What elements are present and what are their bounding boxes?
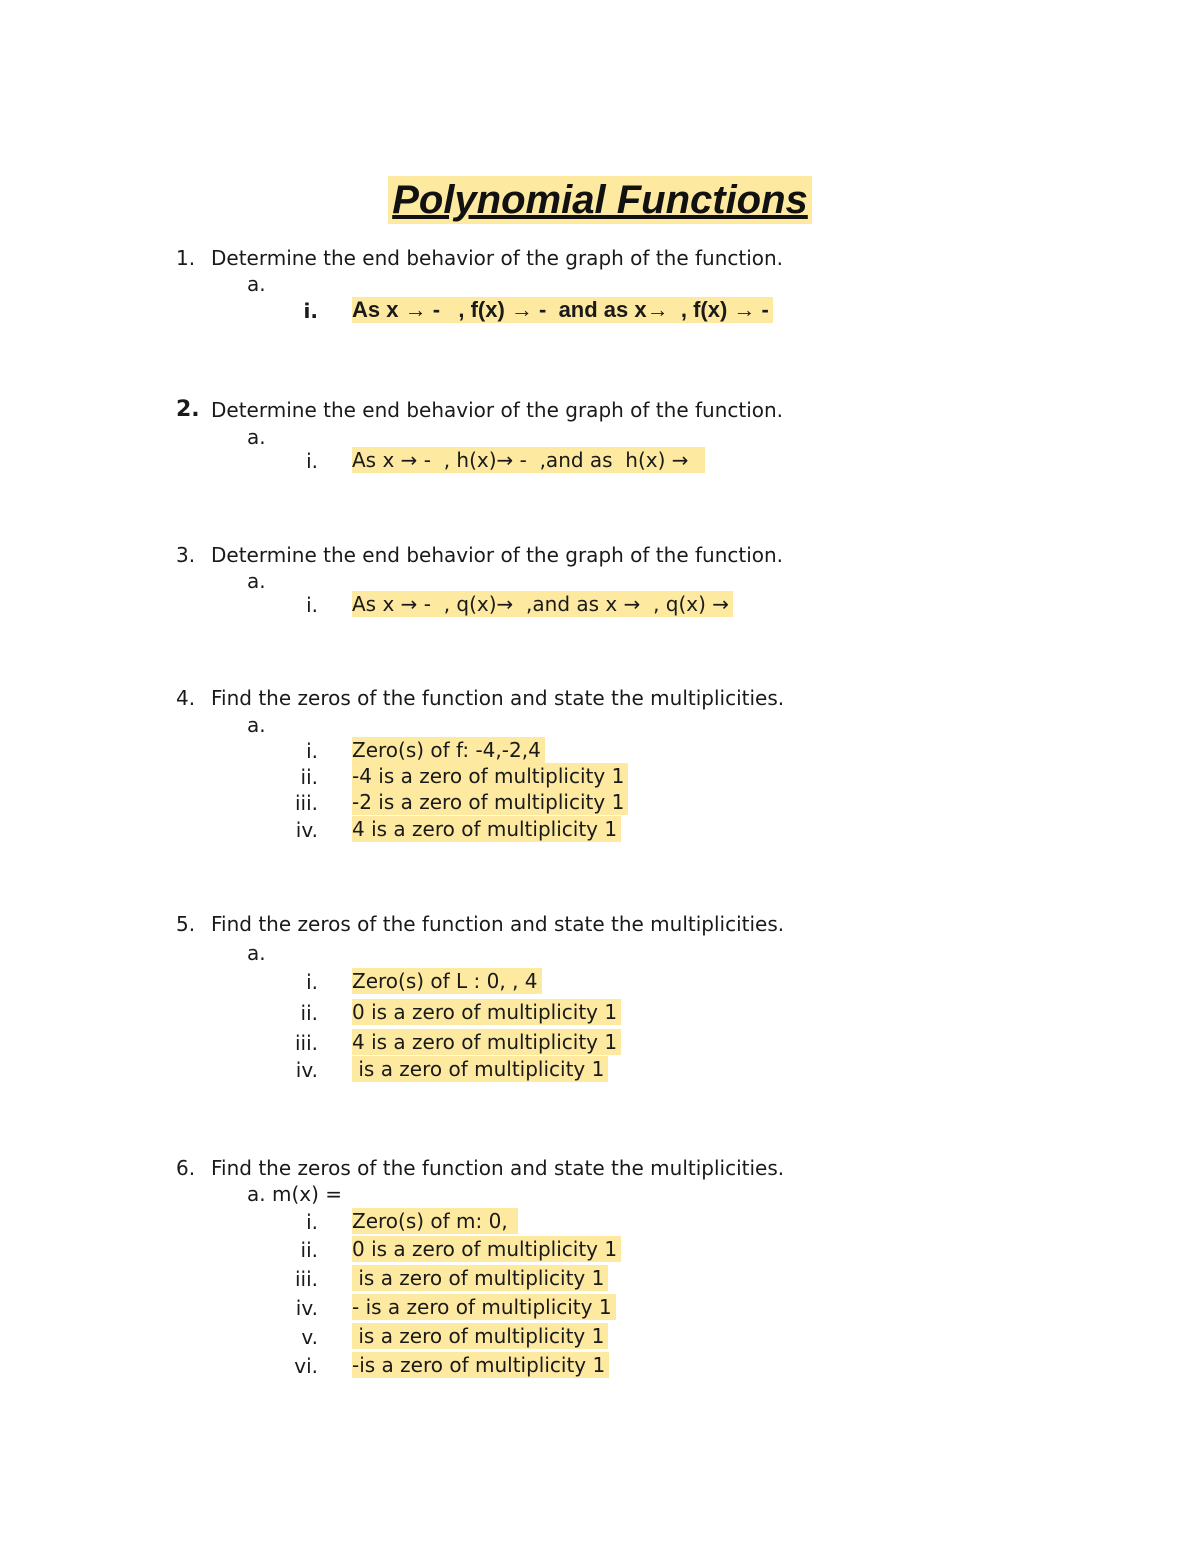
answer-highlight: Zero(s) of L : 0, , 4 (352, 968, 542, 994)
roman-numeral: i. (306, 739, 318, 763)
question-text: Determine the end behavior of the graph of the function. (211, 543, 784, 567)
roman-numeral: i. (306, 449, 318, 473)
roman-numeral: i. (303, 299, 318, 323)
roman-numeral: v. (301, 1325, 318, 1349)
roman-numeral: iv. (295, 1296, 318, 1320)
answer-highlight: As x → - , h(x)→ - ,and as h(x) → (352, 447, 705, 473)
roman-numeral: iii. (294, 791, 318, 815)
question-text: Determine the end behavior of the graph of the function. (211, 398, 784, 422)
answer-highlight: As x → - , f(x) → - and as x→ , f(x) → - (352, 297, 773, 323)
subpart-label: a. (247, 713, 266, 737)
question-number: 4. (176, 686, 196, 710)
title-container (0, 176, 1200, 224)
question-number: 6. (176, 1156, 196, 1180)
answer-highlight: - is a zero of multiplicity 1 (352, 1294, 616, 1320)
question-text: Find the zeros of the function and state the multiplicities. (211, 686, 785, 710)
question-number: 5. (176, 912, 196, 936)
answer-highlight: -is a zero of multiplicity 1 (352, 1352, 609, 1378)
question-text: Determine the end behavior of the graph of the function. (211, 246, 784, 270)
question-text: Find the zeros of the function and state the multiplicities. (211, 912, 785, 936)
page-title: Polynomial Functions (388, 176, 812, 224)
roman-numeral: vi. (294, 1354, 318, 1378)
answer-highlight: is a zero of multiplicity 1 (352, 1265, 608, 1291)
roman-numeral: ii. (300, 1001, 318, 1025)
question-number: 3. (176, 543, 196, 567)
roman-numeral: i. (306, 593, 318, 617)
question-text: Find the zeros of the function and state the multiplicities. (211, 1156, 785, 1180)
answer-highlight: 0 is a zero of multiplicity 1 (352, 999, 621, 1025)
subpart-label: a. m(x) = (247, 1182, 343, 1206)
answer-highlight: Zero(s) of f: -4,-2,4 (352, 737, 545, 763)
answer-highlight: 4 is a zero of multiplicity 1 (352, 816, 621, 842)
subpart-label: a. (247, 425, 266, 449)
roman-numeral: i. (306, 1210, 318, 1234)
subpart-label: a. (247, 272, 266, 296)
answer-highlight: is a zero of multiplicity 1 (352, 1323, 608, 1349)
roman-numeral: iii. (294, 1031, 318, 1055)
question-number: 1. (176, 246, 196, 270)
roman-numeral: ii. (300, 1238, 318, 1262)
answer-highlight: -4 is a zero of multiplicity 1 (352, 763, 628, 789)
answer-highlight: is a zero of multiplicity 1 (352, 1056, 608, 1082)
subpart-label: a. (247, 569, 266, 593)
roman-numeral: ii. (300, 765, 318, 789)
roman-numeral: iii. (294, 1267, 318, 1291)
roman-numeral: iv. (295, 1058, 318, 1082)
roman-numeral: iv. (295, 818, 318, 842)
answer-highlight: Zero(s) of m: 0, (352, 1208, 518, 1234)
roman-numeral: i. (306, 970, 318, 994)
answer-highlight: -2 is a zero of multiplicity 1 (352, 789, 628, 815)
answer-highlight: 4 is a zero of multiplicity 1 (352, 1029, 621, 1055)
subpart-label: a. (247, 941, 266, 965)
answer-highlight: 0 is a zero of multiplicity 1 (352, 1236, 621, 1262)
question-number: 2. (176, 397, 200, 422)
answer-highlight: As x → - , q(x)→ ,and as x → , q(x) → (352, 591, 733, 617)
